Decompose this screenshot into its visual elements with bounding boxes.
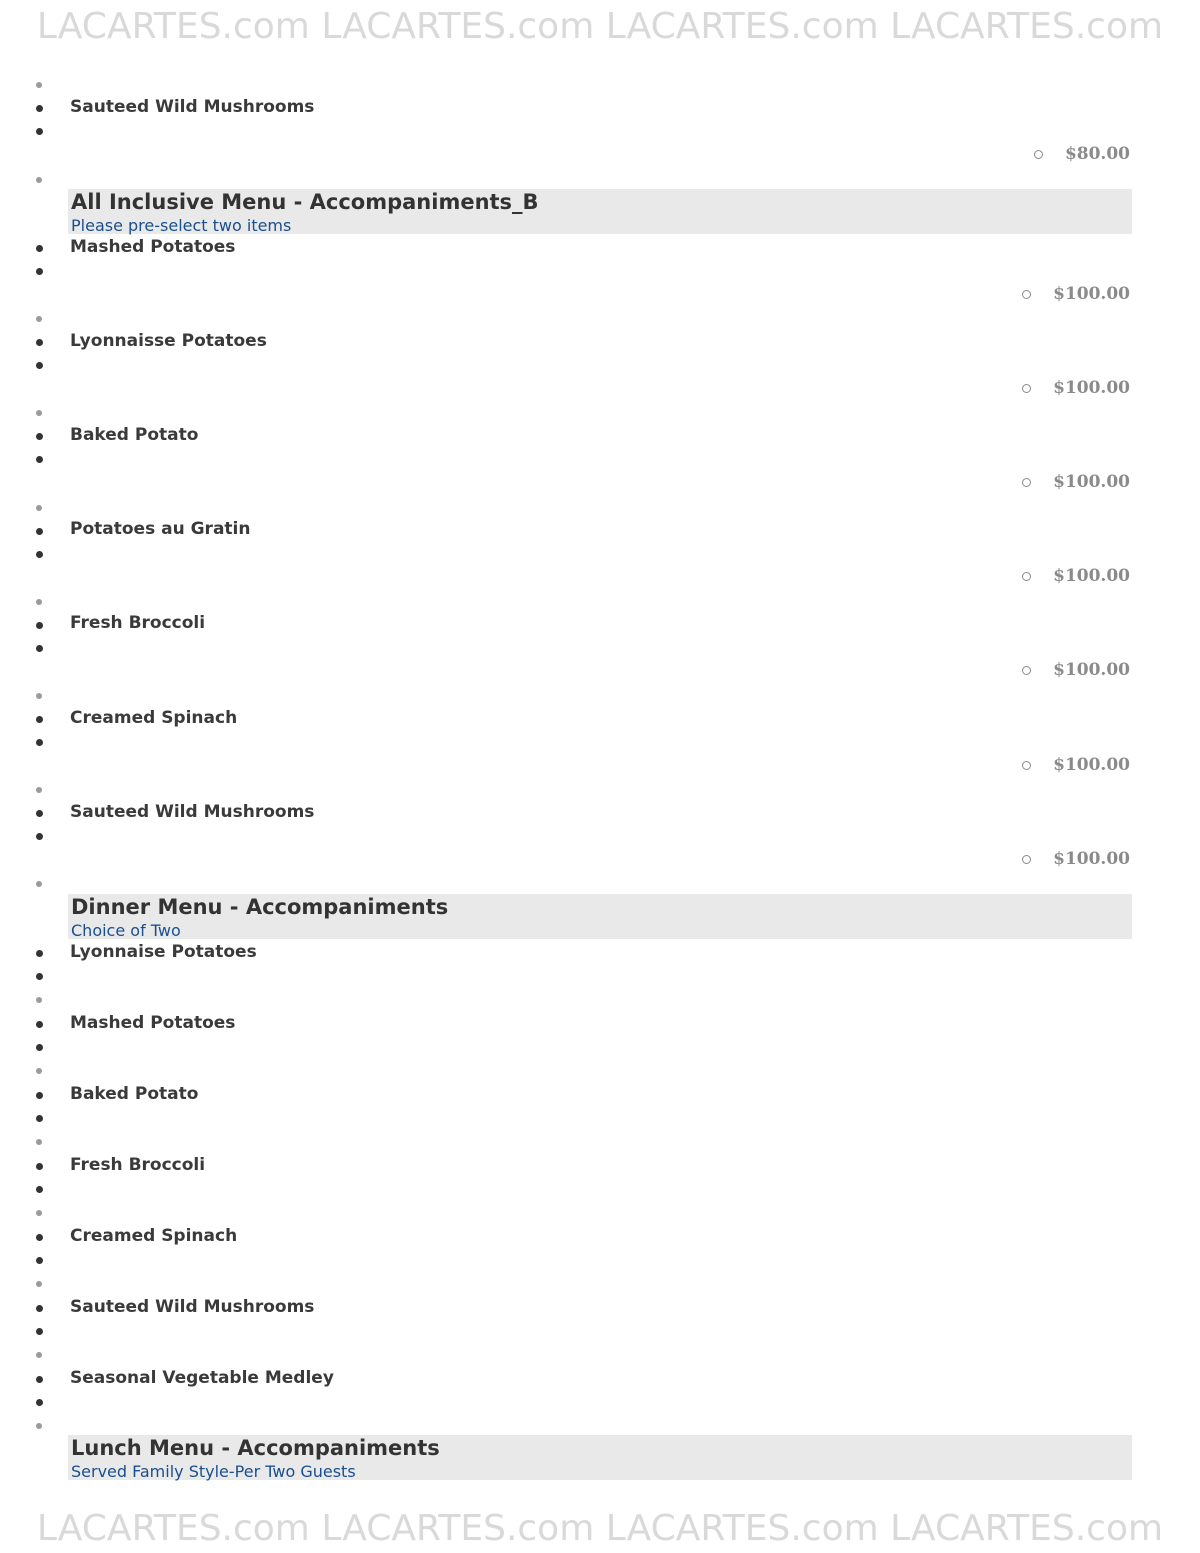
list-bullet — [36, 1352, 42, 1358]
menu-item-price-row — [1034, 144, 1130, 164]
list-bullet — [36, 1163, 43, 1170]
list-bullet — [36, 245, 43, 252]
menu-item-price-row — [1022, 566, 1130, 586]
menu-item-name: Mashed Potatoes — [70, 237, 236, 257]
menu-item-name: Sauteed Wild Mushrooms — [70, 1297, 315, 1317]
list-bullet — [36, 1376, 43, 1383]
list-bullet — [36, 362, 43, 369]
menu-item-price: $80.00 — [1064, 144, 1130, 164]
list-bullet — [36, 82, 42, 88]
radio-option[interactable] — [1022, 290, 1031, 299]
list-bullet — [36, 551, 43, 558]
list-bullet — [36, 410, 42, 416]
menu-item-price-row — [1022, 378, 1130, 398]
section-header — [68, 189, 1132, 234]
list-bullet — [36, 1257, 43, 1264]
menu-item-price-row — [1022, 660, 1130, 680]
menu-item-price: $100.00 — [1053, 284, 1130, 304]
list-bullet — [36, 833, 43, 840]
list-bullet — [36, 128, 43, 135]
menu-item-name: Seasonal Vegetable Medley — [70, 1368, 334, 1388]
menu-item-name: Baked Potato — [70, 425, 199, 445]
list-bullet — [36, 456, 43, 463]
list-bullet — [36, 1328, 43, 1335]
list-bullet — [36, 1305, 43, 1312]
section-header — [68, 1435, 1132, 1480]
section-subtitle: Served Family Style-Per Two Guests — [71, 1462, 356, 1481]
list-bullet — [36, 1044, 43, 1051]
list-bullet — [36, 1092, 43, 1099]
radio-option[interactable] — [1022, 478, 1031, 487]
list-bullet — [36, 1068, 42, 1074]
list-bullet — [36, 433, 43, 440]
list-bullet — [36, 739, 43, 746]
list-bullet — [36, 268, 43, 275]
menu-item-name: Lyonnaise Potatoes — [70, 942, 257, 962]
list-bullet — [36, 622, 43, 629]
list-bullet — [36, 528, 43, 535]
menu-item-price: $100.00 — [1053, 378, 1130, 398]
menu-item-name: Baked Potato — [70, 1084, 199, 1104]
radio-option[interactable] — [1022, 572, 1031, 581]
list-bullet — [36, 997, 42, 1003]
list-bullet — [36, 1423, 42, 1429]
radio-option[interactable] — [1022, 855, 1031, 864]
list-bullet — [36, 787, 42, 793]
list-bullet — [36, 505, 42, 511]
list-bullet — [36, 810, 43, 817]
menu-item-name: Sauteed Wild Mushrooms — [70, 802, 315, 822]
radio-option[interactable] — [1034, 150, 1043, 159]
menu-item-price-row — [1022, 755, 1130, 775]
list-bullet — [36, 1210, 42, 1216]
menu-item-name: Creamed Spinach — [70, 708, 238, 728]
watermark-top: LACARTES.com LACARTES.com LACARTES.com LACARTES.com — [36, 6, 1164, 47]
menu-item-name: Mashed Potatoes — [70, 1013, 236, 1033]
list-bullet — [36, 1115, 43, 1122]
list-bullet — [36, 105, 43, 112]
menu-item-name: Fresh Broccoli — [70, 1155, 206, 1175]
list-bullet — [36, 950, 43, 957]
menu-item-name: Sauteed Wild Mushrooms — [70, 97, 315, 117]
menu-item-price: $100.00 — [1053, 472, 1130, 492]
menu-item-price-row — [1022, 284, 1130, 304]
radio-option[interactable] — [1022, 384, 1031, 393]
list-bullet — [36, 599, 42, 605]
menu-item-name: Creamed Spinach — [70, 1226, 238, 1246]
menu-item-name: Potatoes au Gratin — [70, 519, 251, 539]
list-bullet — [36, 973, 43, 980]
section-title: Dinner Menu - Accompaniments — [71, 895, 449, 919]
menu-item-price-row — [1022, 472, 1130, 492]
section-header — [68, 894, 1132, 939]
menu-item-name: Fresh Broccoli — [70, 613, 206, 633]
list-bullet — [36, 1281, 42, 1287]
list-bullet — [36, 693, 42, 699]
menu-item-name: Lyonnaisse Potatoes — [70, 331, 267, 351]
list-bullet — [36, 339, 43, 346]
menu-item-price: $100.00 — [1053, 566, 1130, 586]
menu-item-price: $100.00 — [1053, 755, 1130, 775]
list-bullet — [36, 1021, 43, 1028]
section-subtitle: Please pre-select two items — [71, 216, 292, 235]
section-title: All Inclusive Menu - Accompaniments_B — [71, 190, 539, 214]
menu-item-price-row — [1022, 849, 1130, 869]
list-bullet — [36, 881, 42, 887]
list-bullet — [36, 177, 42, 183]
section-title: Lunch Menu - Accompaniments — [71, 1436, 440, 1460]
list-bullet — [36, 1139, 42, 1145]
list-bullet — [36, 716, 43, 723]
list-bullet — [36, 316, 42, 322]
watermark-bottom: LACARTES.com LACARTES.com LACARTES.com LACARTES.com — [36, 1508, 1164, 1549]
radio-option[interactable] — [1022, 666, 1031, 675]
list-bullet — [36, 645, 43, 652]
menu-item-price: $100.00 — [1053, 849, 1130, 869]
list-bullet — [36, 1234, 43, 1241]
radio-option[interactable] — [1022, 761, 1031, 770]
menu-item-price: $100.00 — [1053, 660, 1130, 680]
list-bullet — [36, 1399, 43, 1406]
section-subtitle: Choice of Two — [71, 921, 181, 940]
list-bullet — [36, 1186, 43, 1193]
